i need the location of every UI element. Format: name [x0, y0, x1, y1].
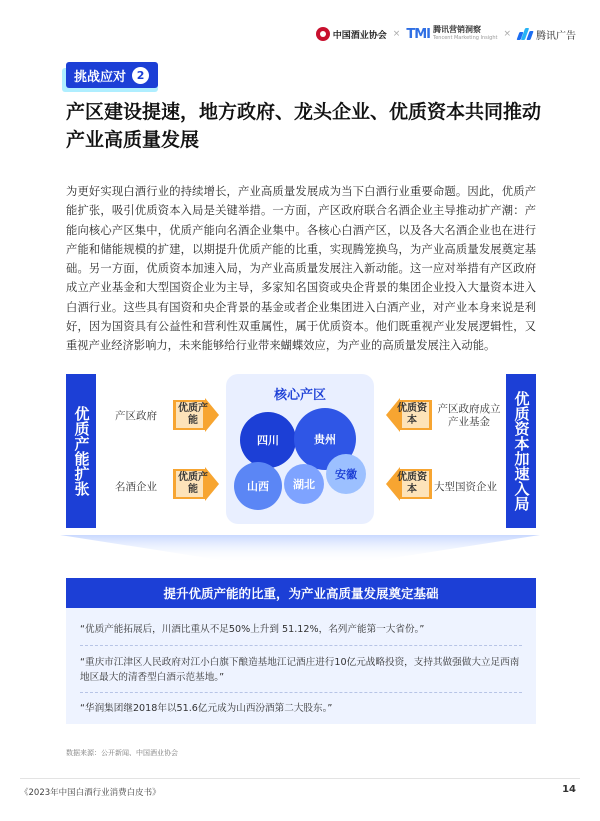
arrow-label: 优质产能 [178, 472, 208, 495]
tmi-mark: TMI [406, 26, 430, 42]
page-number: 14 [562, 784, 576, 795]
separator-icon: × [503, 29, 511, 39]
arrow-label: 优质资本 [397, 472, 427, 495]
quote-divider [80, 645, 522, 646]
tmi-english-name: Tencent Marketing Insight [433, 35, 498, 41]
tencent-ads-name: 腾讯广告 [536, 30, 576, 42]
tencent-marketing-insight-logo [406, 25, 497, 43]
data-source-note: 数据来源：公开新闻、中国酒业协会 [66, 749, 178, 757]
body-paragraph: 为更好实现白酒行业的持续增长，产业高质量发展成为当下白酒行业重要命题。因此，优质产能扩张，吸引优质资本入局是关键举措。一方面，产区政府联合名酒企业主导推动扩产潮：产能向核心产区集中，优质产能向名酒企业集中。各核心白酒产区，以及各大名酒企业也在进行产能和储能规模的扩建，以期提升优质产能的比重，实现腾笼换鸟，为产业高质量发展奠定基础。另一方面，优质资本加速入局，为产业高质量发展注入新动能。这一应对举措有产区政府成立产业基金和大型国资企业为主导，多家知名国资或央企背景的集团企业投入大量资本进入白酒行业。这些具有国资和央企背景的基金或者企业集团进入白酒产业，对产业本身来说是利好，因为国资具有公益性和营利性双重属性，属于优质资本。他们既重视产业发展逻辑性，又重视产业经济影响力，未来能够给行业带来蝴蝶效应，为产业的高质量发展注入动能。 [66, 185, 536, 353]
core-region-box [226, 374, 374, 524]
arrow-label: 优质产能 [178, 403, 208, 426]
right-row-label: 大型国资企业 [434, 481, 497, 493]
quote-divider [80, 692, 522, 693]
left-row-label: 名酒企业 [115, 481, 157, 493]
right-side-bar [506, 374, 536, 528]
arrow-label: 优质资本 [397, 403, 427, 426]
region-circle: 四川 [240, 412, 296, 468]
diagram-base-shadow [60, 535, 540, 565]
right-arrow [384, 467, 432, 501]
left-side-bar [66, 374, 96, 528]
association-emblem-icon [316, 27, 330, 41]
left-arrow [173, 467, 221, 501]
association-name: 中国酒业协会 [332, 30, 387, 41]
region-circle: 山西 [234, 462, 282, 510]
quote-item: “重庆市江津区人民政府对江小白旗下酿造基地江记酒庄进行10亿元战略投资，支持其做强做大立足西南地区最大的清香型白酒示范基地。” [80, 657, 520, 683]
right-arrow [384, 398, 432, 432]
right-row-label: 产区政府成立产业基金 [437, 403, 501, 428]
page-title: 产区建设提速，地方政府、龙头企业、优质资本共同推动产业高质量发展 [66, 101, 542, 151]
left-row-label: 产区政府 [115, 410, 157, 422]
core-region-title: 核心产区 [273, 388, 326, 403]
header-logos [316, 22, 576, 46]
left-bar-label: 优质产能扩张 [72, 406, 91, 496]
right-bar-label: 优质资本加速入局 [512, 391, 531, 511]
separator-icon: × [392, 29, 401, 39]
footer-divider [20, 778, 580, 779]
highlight-banner: 提升优质产能的比重，为产业高质量发展奠定基础 [66, 578, 536, 608]
region-circle: 湖北 [284, 464, 324, 504]
tmi-name: 腾讯营销洞察 [433, 25, 481, 34]
footer-report-title: 《2023年中国白酒行业消费白皮书》 [20, 788, 161, 798]
quote-item: “华润集团继2018年以51.6亿元成为山西汾酒第二大股东。” [80, 703, 333, 714]
tencent-ads-logo [517, 27, 576, 42]
china-alcohol-association-logo [316, 27, 387, 41]
region-circle: 安徽 [326, 454, 366, 494]
quote-item: “优质产能拓展后，川酒比重从不足50%上升到 51.12%，名列产能第一大省份。” [80, 624, 425, 635]
badge-label: 挑战应对 [74, 69, 127, 85]
section-badge [66, 62, 158, 88]
badge-number: 2 [132, 67, 149, 84]
region-circle: 贵州 [294, 408, 356, 470]
tencent-ads-icon [517, 28, 533, 40]
left-arrow [173, 398, 221, 432]
